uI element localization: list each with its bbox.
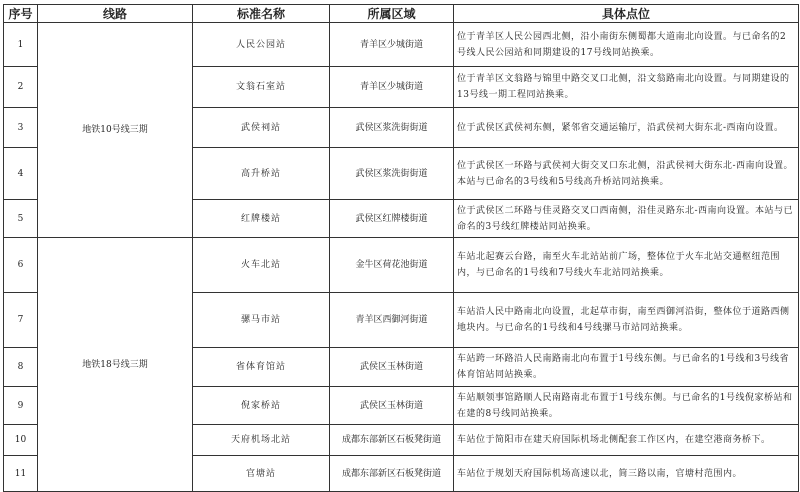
station-area: 青羊区少城街道 bbox=[330, 67, 454, 108]
station-area: 成都东部新区石板凳街道 bbox=[330, 425, 454, 456]
station-name: 红牌楼站 bbox=[193, 200, 330, 238]
station-name: 省体育馆站 bbox=[193, 348, 330, 387]
row-number: 8 bbox=[4, 348, 38, 387]
station-location: 位于武侯区武侯祠东侧，紧邻省交通运输厅，沿武侯祠大街东北-西南向设置。 bbox=[454, 108, 799, 148]
station-location: 位于青羊区人民公园西北侧，沿小南街东侧蜀都大道南北向设置。与已命名的2号线人民公园站和同期建设的17号线同站换乘。 bbox=[454, 23, 799, 67]
station-location: 车站位于规划天府国际机场高速以北，简三路以南，官塘村范围内。 bbox=[454, 456, 799, 492]
station-area: 武侯区玉林街道 bbox=[330, 348, 454, 387]
table-row bbox=[4, 238, 799, 293]
header-location: 具体点位 bbox=[454, 5, 799, 23]
station-name: 骡马市站 bbox=[193, 293, 330, 348]
station-area: 武侯区红牌楼街道 bbox=[330, 200, 454, 238]
table-row bbox=[4, 23, 799, 67]
header-standard-name: 标准名称 bbox=[193, 5, 330, 23]
station-location: 车站北起赛云台路，南至火车北站站前广场，整体位于火车北站交通枢纽范围内，与已命名的1号线和7号线火车北站同站换乘。 bbox=[454, 238, 799, 293]
station-area: 青羊区少城街道 bbox=[330, 23, 454, 67]
row-number: 4 bbox=[4, 148, 38, 200]
row-number: 3 bbox=[4, 108, 38, 148]
station-name: 高升桥站 bbox=[193, 148, 330, 200]
station-area: 金牛区荷花池街道 bbox=[330, 238, 454, 293]
station-area: 武侯区浆洗街街道 bbox=[330, 148, 454, 200]
station-location: 车站跨一环路沿人民南路南北向布置于1号线东侧。与已命名的1号线和3号线省体育馆站同站换乘。 bbox=[454, 348, 799, 387]
header-number: 序号 bbox=[4, 5, 38, 23]
header-area: 所属区域 bbox=[330, 5, 454, 23]
station-name: 官塘站 bbox=[193, 456, 330, 492]
station-area: 武侯区玉林街道 bbox=[330, 387, 454, 425]
line-name-18: 地铁18号线三期 bbox=[38, 238, 193, 492]
row-number: 7 bbox=[4, 293, 38, 348]
station-location: 车站位于简阳市在建天府国际机场北侧配套工作区内，在建空港商务桥下。 bbox=[454, 425, 799, 456]
row-number: 11 bbox=[4, 456, 38, 492]
station-name: 武侯祠站 bbox=[193, 108, 330, 148]
row-number: 1 bbox=[4, 23, 38, 67]
row-number: 6 bbox=[4, 238, 38, 293]
station-location: 位于武侯区一环路与武侯祠大街交叉口东北侧，沿武侯祠大街东北-西南向设置。本站与已命名的3号线和5号线高升桥站同站换乘。 bbox=[454, 148, 799, 200]
station-name: 文翁石室站 bbox=[193, 67, 330, 108]
row-number: 2 bbox=[4, 67, 38, 108]
station-area: 武侯区浆洗街街道 bbox=[330, 108, 454, 148]
row-number: 9 bbox=[4, 387, 38, 425]
line-name-10: 地铁10号线三期 bbox=[38, 23, 193, 238]
station-area: 成都东部新区石板凳街道 bbox=[330, 456, 454, 492]
station-name: 人民公园站 bbox=[193, 23, 330, 67]
header-row bbox=[4, 5, 799, 23]
station-name: 倪家桥站 bbox=[193, 387, 330, 425]
station-name: 火车北站 bbox=[193, 238, 330, 293]
header-line: 线路 bbox=[38, 5, 193, 23]
row-number: 5 bbox=[4, 200, 38, 238]
station-name-table bbox=[3, 4, 799, 492]
station-name: 天府机场北站 bbox=[193, 425, 330, 456]
row-number: 10 bbox=[4, 425, 38, 456]
station-location: 位于武侯区二环路与佳灵路交叉口西南侧，沿佳灵路东北-西南向设置。本站与已命名的3号线红牌楼站同站换乘。 bbox=[454, 200, 799, 238]
station-location: 车站顺领事馆路顺人民南路南北布置于1号线东侧。与已命名的1号线倪家桥站和在建的8号线同站换乘。 bbox=[454, 387, 799, 425]
station-location: 位于青羊区文翁路与锦里中路交叉口北侧，沿文翁路南北向设置。与同期建设的13号线一期工程同站换乘。 bbox=[454, 67, 799, 108]
station-area: 青羊区西御河街道 bbox=[330, 293, 454, 348]
station-location: 车站沿人民中路南北向设置，北起草市街，南至西御河沿街，整体位于道路西侧地块内。与已命名的1号线和4号线骡马市站同站换乘。 bbox=[454, 293, 799, 348]
